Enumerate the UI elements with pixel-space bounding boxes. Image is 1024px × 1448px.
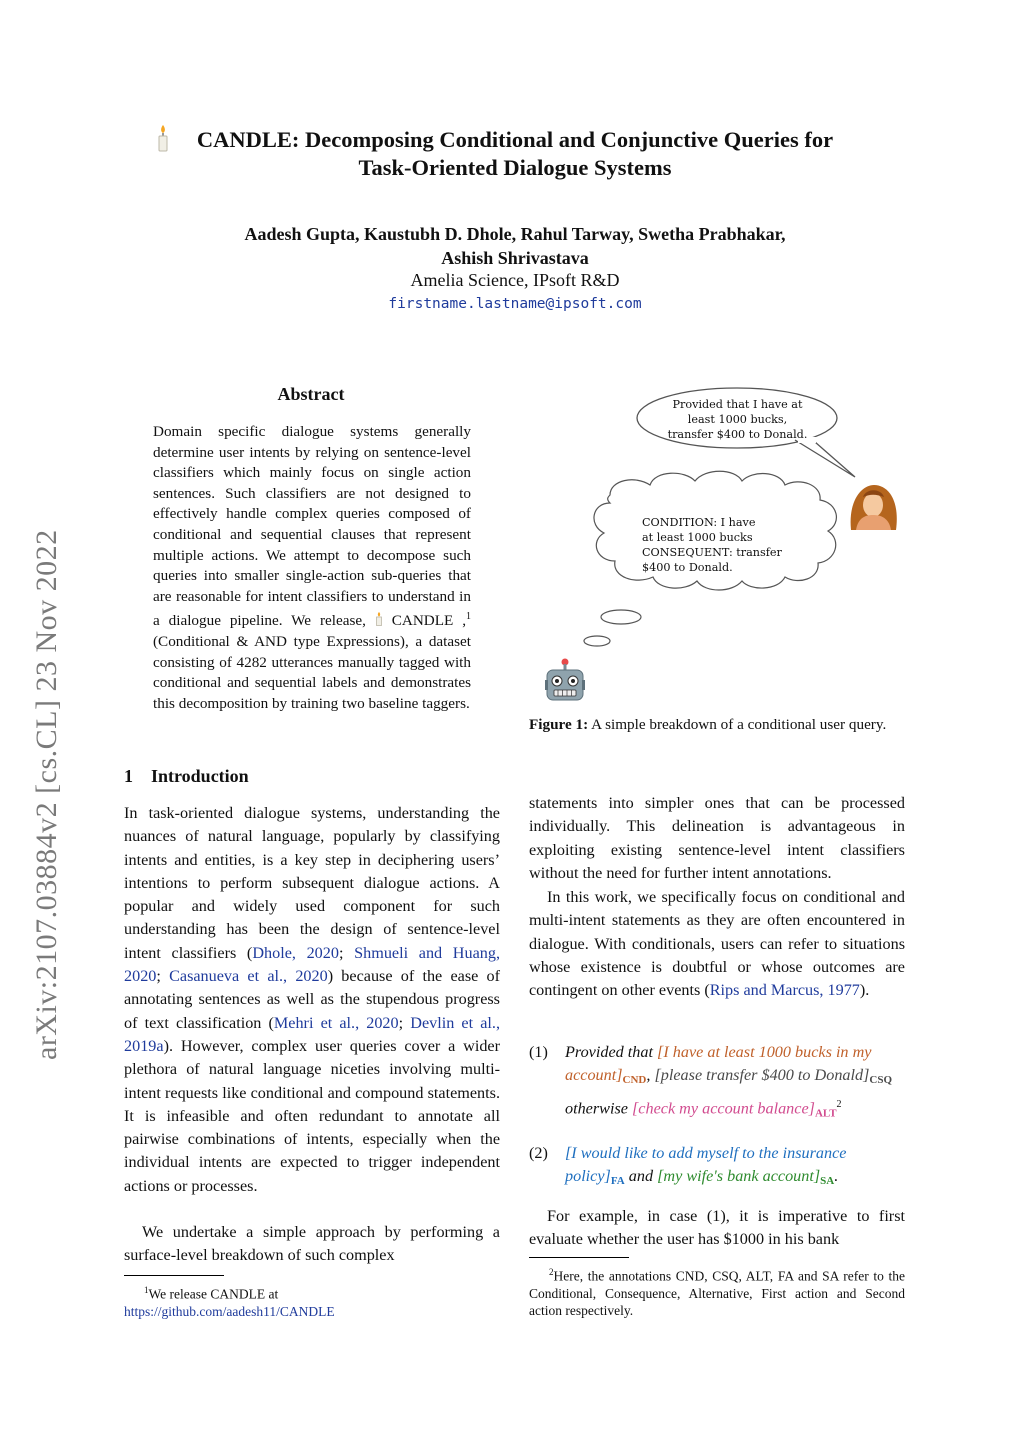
footnote-1-link[interactable]: https://github.com/aadesh11/CANDLE [124, 1303, 335, 1319]
example-1-alternative: [check my account balance] [632, 1098, 815, 1117]
abstract-heading: Abstract [277, 384, 345, 404]
thought-line-2: at least 1000 bucks [642, 531, 753, 544]
example-1-consequence: [please transfer $400 to Donald] [654, 1066, 870, 1085]
intro-paragraph-3: statements into simpler ones that can be processed individually. This delineation is advantageous in exploiting existing sentence-level intent classifiers without the need for further intent annotations. [529, 794, 905, 882]
abstract-text-part-b: (Conditional & AND type Expressions), a dataset consisting of 4282 utterances manually tagged with conditional and sequential labels and demonstrates this decomposition by training two baseline taggers. [153, 633, 471, 712]
candle-dataset-name: CANDLE [391, 612, 454, 630]
footnote-1-text: We release CANDLE at [148, 1286, 279, 1302]
footnote-1 [124, 1282, 500, 1320]
footnote-2-text: Here, the annotations CND, CSQ, ALT, FA and SA refer to the Conditional, Consequence, Alternative, First action and Second action respectively. [529, 1268, 905, 1318]
footnote-1-mark: 1 [144, 1285, 149, 1295]
intro-p1-part-a: In task-oriented dialogue systems, understanding the nuances of natural language, popularly by classifying intents and entities, is a key step in deciphering users’ intentions to perform subsequent dialogue actions. A popular and widely used component for such understanding has been the design of sentence-level intent classifiers ( [124, 804, 500, 962]
author-email[interactable]: firstname.lastname@ipsoft.com [388, 296, 642, 312]
example-1-number: (1) [529, 1043, 548, 1061]
affiliation: Amelia Science, IPsoft R&D [410, 270, 620, 290]
example-1-condition-tag: CND [622, 1074, 647, 1087]
speech-line-3: transfer $400 to Donald. [667, 428, 808, 441]
footnote-mark-2[interactable]: 2 [836, 1098, 842, 1110]
citation-rips[interactable]: Rips and Marcus, 1977 [709, 981, 860, 1000]
footnote-rule-left [124, 1275, 224, 1276]
paper-title [150, 126, 880, 182]
section-heading-introduction [124, 766, 249, 787]
citation-casanueva[interactable]: Casanueva et al., 2020 [169, 967, 328, 986]
example-2-first-action: [I would like to add myself to the insurance policy] [565, 1144, 847, 1186]
authors-line-2: Ashish Shrivastava [441, 248, 589, 268]
intro-p1-part-b: ) because of the ease of annotating sentences as well as the stupendous progress of text classification ( [124, 967, 501, 1032]
example-1-lead: Provided that [565, 1043, 658, 1061]
example-2-second-action: [my wife's bank account] [657, 1167, 821, 1186]
authors-line-1: Aadesh Gupta, Kaustubh D. Dhole, Rahul Tarway, Swetha Prabhakar, [244, 224, 786, 244]
footnote-2 [529, 1264, 905, 1319]
figure-caption-label: Figure 1: [529, 716, 589, 733]
example-1-alternative-tag: ALT [814, 1106, 837, 1119]
speech-line-1: Provided that I have at [672, 398, 803, 411]
assistant-robot-icon [545, 658, 585, 702]
thought-line-4: $400 to Donald. [642, 561, 733, 574]
intro-paragraph-2: We undertake a simple approach by performing a surface-level breakdown of such complex [124, 1223, 500, 1265]
intro-p1-part-c: ). However, complex user queries cover a wider plethora of natural language niceties involving multi-intent requests like conditional and compound statements. It is infeasible and often redundant to annotate all pairwise combinations of intents, especially when the individual intents are expected to trigger independent actions or processes. [124, 1036, 500, 1195]
speech-line-2: least 1000 bucks, [687, 413, 788, 426]
citation-devlin[interactable]: Devlin et al., 2019a [124, 1013, 500, 1055]
section-number: 1 [124, 766, 133, 786]
footnote-rule-right [529, 1257, 629, 1258]
example-2: (2) [I would like to add myself to the insurance $policy]_{FA}$ and [my wife's bank $account]_{SA}$. [529, 1144, 847, 1188]
intro-paragraph-1: In task-oriented dialogue systems, understanding the nuances of natural language, popularly by classifying intents and entities, is a key step in deciphering users’ intentions to perform subsequent dialogue actions. A popular and widely used component for such understanding has been the design of sentence-level intent classifiers (Dhole, 2020; Shmueli and Huang, 2020; Casanueva et al., 2020) because of the ease of annotating sentences as well as the stupendous progress of text classification (Mehri et al., 2020; Devlin et al., 2019a). However, complex user queries cover a wider plethora of natural language niceties involving multi-intent requests like conditional and compound statements. It is infeasible and often redundant to annotate all pairwise combinations of intents, especially when the individual intents are expected to trigger independent actions or processes. [124, 804, 501, 1195]
thought-bubble-small-1 [601, 610, 641, 624]
user-avatar-icon [851, 485, 897, 530]
example-2-first-action-tag: FA [610, 1175, 625, 1188]
author-list [150, 222, 880, 270]
thought-line-1: CONDITION: I have [642, 516, 756, 529]
example-1: (1) Provided that [I have at least 1000 bucks in my $account]_{CND}$, [please transfer $400 to $Donald]_{CSQ}$ otherwise [check my account $balance]_{ALT}^2$ [529, 1043, 893, 1119]
thought-bubble-small-2 [584, 636, 610, 646]
example-2-mid: and [624, 1167, 658, 1186]
intro-p4-part-a: In this work, we specifically focus on conditional and multi-intent statements as they are often encountered in dialogue. With conditionals, users can refer to situations whose existence is doubtful or whose outcomes are contingent on other events ( [529, 888, 905, 1000]
figure-caption-text: A simple breakdown of a conditional user query. [591, 716, 887, 733]
citation-dhole[interactable]: Dhole, 2020 [252, 943, 339, 962]
example-2-second-action-tag: SA [820, 1175, 835, 1188]
section-title: Introduction [151, 766, 249, 786]
example-2-number: (2) [529, 1144, 548, 1162]
intro-paragraph-4 [529, 886, 905, 1002]
footnote-mark-1[interactable]: 1 [466, 611, 472, 623]
abstract-text-part-a: Domain specific dialogue systems generally determine user intents by relying on sentence-level classifiers which mainly focus on single action sentences. Such classifiers are not designed to effectively handle complex queries composed of conditional and sequential clauses that represent multiple actions. We attempt to decompose such queries into smaller single-action sub-queries that are reasonable for intent classifiers to understand in a dialogue pipeline. We release, [153, 423, 471, 630]
intro-p4-part-b: ). [859, 981, 870, 1000]
example-1-consequence-tag: CSQ [869, 1074, 893, 1087]
intro-paragraph-5: For example, in case (1), it is imperative to first evaluate whether the user has $1000 in his bank [529, 1207, 905, 1249]
paper-title-line-2: Task-Oriented Dialogue Systems [358, 155, 672, 180]
paper-title-line-1: CANDLE: Decomposing Conditional and Conjunctive Queries for [196, 127, 834, 152]
candle-inline-icon [375, 612, 383, 626]
figure-1-caption [529, 714, 905, 735]
speech-bubble-text [640, 397, 835, 442]
abstract-text: Domain specific dialogue systems generally determine user intents by relying on sentence-level classifiers which mainly focus on single action sentences. Such classifiers are not designed to effectively handle complex queries composed of conditional and sequential clauses that represent multiple actions. We attempt to decompose such queries into smaller single-action sub-queries that are reasonable for intent classifiers to understand in a dialogue pipeline. We release, CANDLE ,$^1$ (Conditional & AND type Expressions), a dataset consisting of 4282 utterances manually tagged with conditional and sequential labels and demonstrates this decomposition by training two baseline taggers. [153, 423, 472, 712]
example-1-mid: otherwise [565, 1098, 632, 1117]
arxiv-side-identifier: arXiv:2107.03884v2 [cs.CL] 23 Nov 2022 [30, 529, 63, 1060]
thought-line-3: CONSEQUENT: transfer [642, 546, 782, 559]
citation-mehri[interactable]: Mehri et al., 2020 [273, 1013, 399, 1032]
thought-cloud-text [642, 515, 812, 575]
citation-shmueli[interactable]: Shmueli and Huang, 2020 [124, 943, 501, 986]
footnote-2-mark: 2 [549, 1267, 554, 1277]
example-1-condition: [I have at least 1000 bucks in my account] [565, 1043, 872, 1085]
speech-bubble-tail [795, 440, 855, 477]
